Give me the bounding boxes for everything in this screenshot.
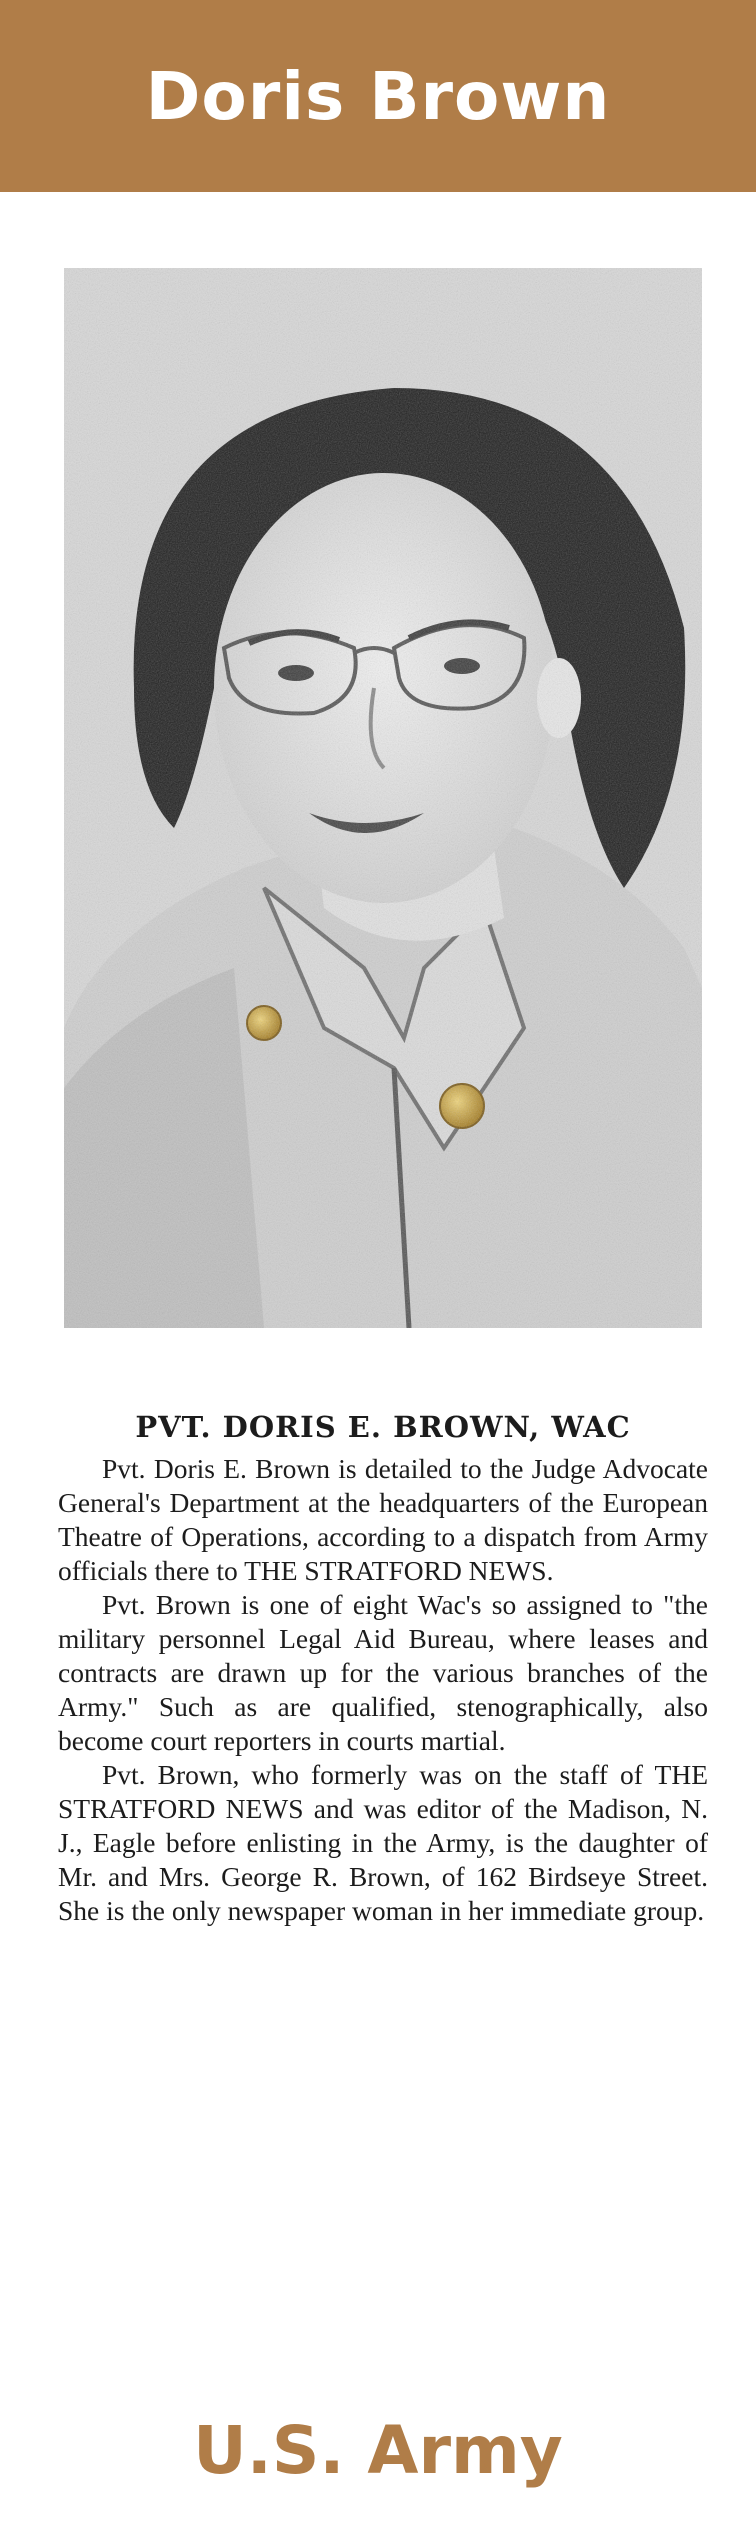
clipping-paragraph-3: Pvt. Brown, who formerly was on the staff of THE STRATFORD NEWS and was editor of the Madison, N. J., Eagle before enlisting in the Army, is the daughter of Mr. and Mrs. George R. Brown, of 162 Birdseye Street. She is the only newspaper woman in her immediate group. bbox=[58, 1759, 708, 1926]
clipping-paragraph-1: Pvt. Doris E. Brown is detailed to the Judge Advocate General's Department at the headquarters of the European Theatre of Operations, according to a dispatch from Army officials there to THE STRATFORD NEWS. bbox=[58, 1453, 708, 1586]
portrait-photo bbox=[64, 268, 702, 1328]
page-title: Doris Brown bbox=[145, 57, 611, 135]
news-clipping bbox=[58, 1410, 708, 1928]
clipping-headline: PVT. DORIS E. BROWN, WAC bbox=[135, 1410, 631, 1444]
clipping-paragraph-2: Pvt. Brown is one of eight Wac's so assigned to "the military personnel Legal Aid Bureau, where leases and contracts are drawn up for the various branches of the Army." Such as are qualified, stenographically, also become court reporters in courts martial. bbox=[58, 1589, 708, 1756]
footer-title: U.S. Army bbox=[193, 2411, 563, 2489]
